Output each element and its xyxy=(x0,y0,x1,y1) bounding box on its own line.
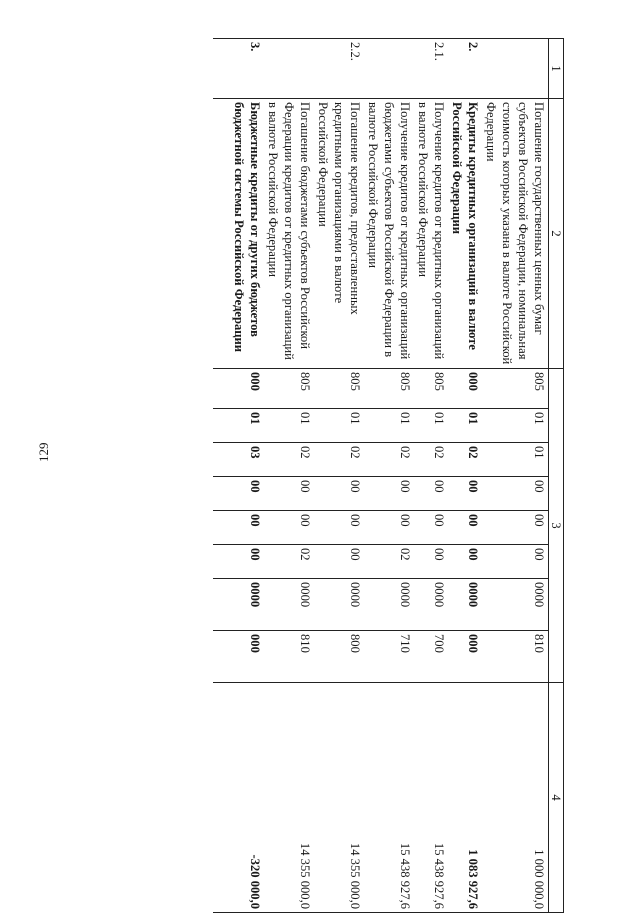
code-cell-4: 00 xyxy=(482,477,549,511)
code-cell-2: 01 xyxy=(364,409,414,443)
table-row xyxy=(213,39,265,913)
code-cell-6: 00 xyxy=(314,545,364,579)
table-row xyxy=(482,39,549,913)
table-row xyxy=(364,39,414,913)
code-cell-1: 805 xyxy=(264,369,314,409)
code-cell-4: 00 xyxy=(414,477,448,511)
code-cell-5: 00 xyxy=(448,511,482,545)
code-cell-4: 00 xyxy=(213,477,265,511)
row-value: 1 083 927,6 xyxy=(448,683,482,913)
header-col-3: 3 xyxy=(549,369,564,683)
code-cell-5: 00 xyxy=(213,511,265,545)
code-cell-8: 810 xyxy=(264,631,314,683)
code-cell-3: 02 xyxy=(448,443,482,477)
code-cell-6: 02 xyxy=(264,545,314,579)
table-row xyxy=(448,39,482,913)
table-container xyxy=(92,38,564,910)
code-cell-7: 0000 xyxy=(264,579,314,631)
code-cell-1: 000 xyxy=(448,369,482,409)
code-cell-7: 0000 xyxy=(482,579,549,631)
row-value: 15 438 927,6 xyxy=(414,683,448,913)
row-number: 3. xyxy=(213,39,265,99)
code-cell-5: 00 xyxy=(414,511,448,545)
row-number: 2. xyxy=(448,39,482,99)
code-cell-8: 000 xyxy=(213,631,265,683)
table-row xyxy=(414,39,448,913)
table-row xyxy=(264,39,314,913)
code-cell-4: 00 xyxy=(314,477,364,511)
code-cell-6: 00 xyxy=(213,545,265,579)
row-number xyxy=(364,39,414,99)
row-number: 2.2. xyxy=(314,39,364,99)
code-cell-4: 00 xyxy=(364,477,414,511)
code-cell-7: 0000 xyxy=(314,579,364,631)
code-cell-3: 02 xyxy=(364,443,414,477)
code-cell-1: 805 xyxy=(314,369,364,409)
header-col-4: 4 xyxy=(549,683,564,913)
row-description: Кредиты кредитных организаций в валюте Российской Федерации xyxy=(448,99,482,369)
row-description: Получение кредитов от кредитных организаций бюджетами субъектов Российской Федерации в валюте Российской Федерации xyxy=(364,99,414,369)
code-cell-5: 00 xyxy=(264,511,314,545)
code-cell-8: 710 xyxy=(364,631,414,683)
code-cell-8: 810 xyxy=(482,631,549,683)
code-cell-7: 0000 xyxy=(448,579,482,631)
code-cell-8: 800 xyxy=(314,631,364,683)
code-cell-3: 02 xyxy=(264,443,314,477)
row-number xyxy=(264,39,314,99)
code-cell-1: 805 xyxy=(482,369,549,409)
code-cell-8: 000 xyxy=(448,631,482,683)
row-description: Погашение государственных ценных бумаг субъектов Российской Федерации, номинальная стоимость которых указана в валюте Российской Федерации xyxy=(482,99,549,369)
row-number xyxy=(482,39,549,99)
code-cell-3: 03 xyxy=(213,443,265,477)
code-cell-6: 00 xyxy=(482,545,549,579)
code-cell-7: 0000 xyxy=(414,579,448,631)
code-cell-8: 700 xyxy=(414,631,448,683)
code-cell-3: 02 xyxy=(314,443,364,477)
code-cell-6: 00 xyxy=(448,545,482,579)
code-cell-5: 00 xyxy=(364,511,414,545)
code-cell-4: 00 xyxy=(264,477,314,511)
code-cell-6: 00 xyxy=(414,545,448,579)
table-body xyxy=(213,39,549,913)
code-cell-3: 01 xyxy=(482,443,549,477)
code-cell-2: 01 xyxy=(448,409,482,443)
code-cell-5: 00 xyxy=(482,511,549,545)
code-cell-3: 02 xyxy=(414,443,448,477)
budget-table xyxy=(212,38,564,913)
header-col-1: 1 xyxy=(549,39,564,99)
code-cell-7: 0000 xyxy=(213,579,265,631)
row-value: 1 000 000,0 xyxy=(482,683,549,913)
page-number: 129 xyxy=(36,442,51,462)
code-cell-5: 00 xyxy=(314,511,364,545)
header-row xyxy=(549,39,564,913)
code-cell-1: 805 xyxy=(364,369,414,409)
code-cell-2: 01 xyxy=(414,409,448,443)
row-description: Получение кредитов от кредитных организаций в валюте Российской Федерации xyxy=(414,99,448,369)
code-cell-1: 805 xyxy=(414,369,448,409)
code-cell-4: 00 xyxy=(448,477,482,511)
code-cell-2: 01 xyxy=(314,409,364,443)
header-col-2: 2 xyxy=(549,99,564,369)
row-number: 2.1. xyxy=(414,39,448,99)
code-cell-6: 02 xyxy=(364,545,414,579)
row-description: Погашение бюджетами субъектов Российской Федерации кредитов от кредитных организаций в валюте Российской Федерации xyxy=(264,99,314,369)
row-description: Погашение кредитов, предоставленных кредитными организациями в валюте Российской Федерации xyxy=(314,99,364,369)
row-value: 15 438 927,6 xyxy=(364,683,414,913)
row-description: Бюджетные кредиты от других бюджетов бюджетной системы Российской Федерации xyxy=(213,99,265,369)
table-row xyxy=(314,39,364,913)
code-cell-2: 01 xyxy=(213,409,265,443)
row-value: -320 000,0 xyxy=(213,683,265,913)
code-cell-2: 01 xyxy=(482,409,549,443)
code-cell-1: 000 xyxy=(213,369,265,409)
code-cell-2: 01 xyxy=(264,409,314,443)
row-value: 14 355 000,0 xyxy=(264,683,314,913)
code-cell-7: 0000 xyxy=(364,579,414,631)
row-value: 14 355 000,0 xyxy=(314,683,364,913)
